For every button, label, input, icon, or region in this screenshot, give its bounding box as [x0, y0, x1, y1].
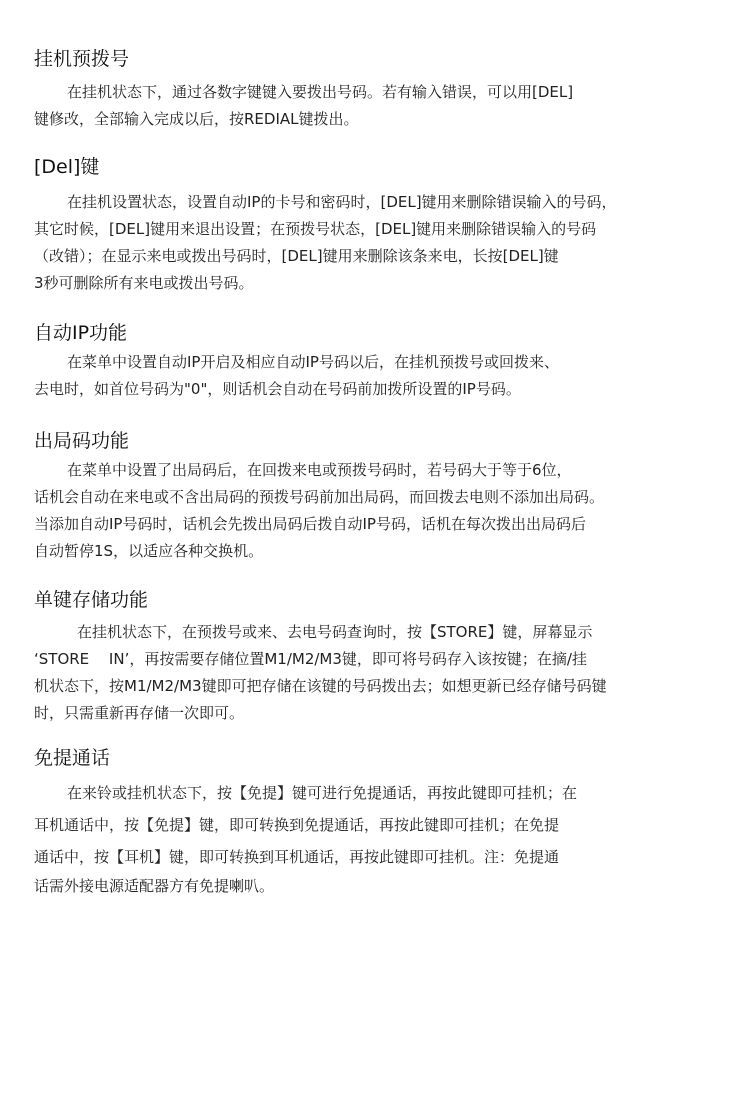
body-line: 机状态下，按M1/M2/M3键即可把存储在该键的号码拨出去；如想更新已经存储号码键	[34, 677, 607, 695]
section-body	[34, 79, 714, 133]
section-body	[34, 457, 714, 565]
section-title: 自动IP功能	[34, 322, 128, 344]
section-one-key-store	[34, 588, 714, 727]
body-line: 3秒可删除所有来电或拨出号码。	[34, 274, 254, 292]
section-title: 挂机预拨号	[34, 48, 130, 70]
section-body	[34, 619, 714, 727]
body-line: 在菜单中设置了出局码后，在回拨来电或预拨号码时，若号码大于等于6位，	[67, 461, 572, 479]
section-body	[34, 349, 714, 403]
body-line: 在挂机设置状态，设置自动IP的卡号和密码时，[DEL]键用来删除错误输入的号码，	[67, 193, 617, 211]
section-body	[34, 778, 714, 900]
body-line: 在挂机状态下，通过各数字键键入要拨出号码。若有输入错误，可以用[DEL]	[67, 83, 574, 101]
section-handsfree	[34, 746, 714, 900]
body-line: 时，只需重新再存储一次即可。	[34, 704, 245, 722]
body-line: 键修改，全部输入完成以后，按REDIAL键拨出。	[34, 110, 359, 128]
section-del-key	[34, 155, 714, 297]
body-line: 自动暂停1S，以适应各种交换机。	[34, 542, 264, 560]
body-line: 在菜单中设置自动IP开启及相应自动IP号码以后，在挂机预拨号或回拨来、	[67, 353, 559, 371]
section-body	[34, 189, 714, 297]
section-title: [Del]键	[34, 156, 100, 178]
body-line: 话需外接电源适配器方有免提喇叭。	[34, 877, 275, 895]
body-line: 通话中，按【耳机】键，即可转换到耳机通话，再按此键即可挂机。注：免提通	[34, 848, 560, 866]
body-line: ‘STORE IN’，再按需要存储位置M1/M2/M3键，即可将号码存入该按键；在摘/挂	[34, 650, 587, 668]
body-line: 在来铃或挂机状态下，按【免提】键可进行免提通话，再按此键即可挂机；在	[67, 784, 578, 802]
body-line: 耳机通话中，按【免提】键，即可转换到免提通话，再按此键即可挂机；在免提	[34, 816, 560, 834]
section-title: 出局码功能	[34, 430, 130, 452]
section-exit-code	[34, 429, 714, 565]
body-line: 话机会自动在来电或不含出局码的预拨号码前加出局码，而回拨去电则不添加出局码。	[34, 488, 605, 506]
body-line: 当添加自动IP号码时，话机会先拨出局码后拨自动IP号码，话机在每次拨出出局码后	[34, 515, 586, 533]
body-line: 在挂机状态下，在预拨号或来、去电号码查询时，按【STORE】键，屏幕显示	[77, 623, 593, 641]
body-line: 去电时，如首位号码为"0"，则话机会自动在号码前加拨所设置的IP号码。	[34, 380, 521, 398]
section-title: 免提通话	[34, 747, 111, 769]
body-line: （改错）；在显示来电或拨出号码时，[DEL]键用来删除该条来电，长按[DEL]键	[34, 247, 559, 265]
section-title: 单键存储功能	[34, 589, 149, 611]
body-line: 其它时候，[DEL]键用来退出设置；在预拨号状态，[DEL]键用来删除错误输入的号码	[34, 220, 597, 238]
section-auto-ip	[34, 321, 714, 403]
section-hook-predial	[34, 47, 714, 133]
